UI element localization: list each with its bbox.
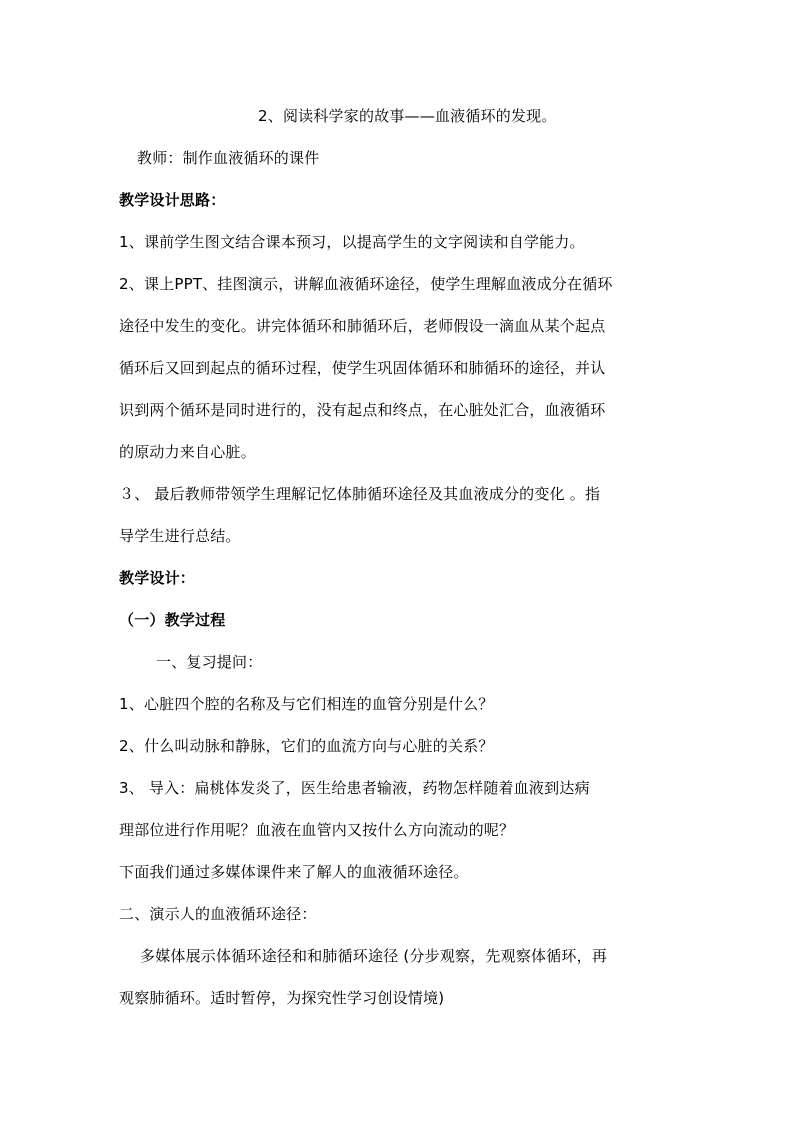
paragraph-line: 识到两个循环是同时进行的，没有起点和终点，在心脏处汇合，血液循环 [119,401,606,419]
question-line: 1、心脏四个腔的名称及与它们相连的血管分别是什么？ [119,695,494,713]
paragraph-line: 观察肺循环。适时暂停，为探究性学习创设情境) [119,989,445,1007]
paragraph-line: 循环后又回到起点的循环过程，使学生巩固体循环和肺循环的途径，并认 [119,359,606,377]
heading-design-idea: 教学设计思路： [119,191,226,209]
paragraph-line: 导学生进行总结。 [119,527,241,545]
paragraph-line: ３、 最后教师带领学生理解记忆体肺循环途径及其血液成分的变化 。指 [119,485,601,503]
paragraph-line: 1、课前学生图文结合课本预习，以提高学生的文字阅读和自学能力。 [119,233,585,251]
subheading-review: 一、复习提问： [156,653,263,671]
paragraph-line: 途径中发生的变化。讲完体循环和肺循环后，老师假设一滴血从某个起点 [119,317,606,335]
teacher-prep-line: 教师：制作血液循环的课件 [137,149,320,167]
paragraph-line: 的原动力来自心脏。 [119,443,256,461]
subheading-demo: 二、演示人的血液循环途径： [119,905,317,923]
heading-design: 教学设计： [119,569,196,587]
question-line: 理部位进行作用呢？血液在血管内又按什么方向流动的呢？ [119,821,515,839]
heading-process: （一）教学过程 [119,611,226,629]
section-title-line: 2、阅读科学家的故事——血液循环的发现。 [258,107,557,125]
paragraph-line: 2、课上PPT、挂图演示，讲解血液循环途径，使学生理解血液成分在循环 [119,275,613,293]
paragraph-line: 多媒体展示体循环途径和和肺循环途径 (分步观察，先观察体循环，再 [140,947,608,965]
paragraph-line: 下面我们通过多媒体课件来了解人的血液循环途径。 [119,863,469,881]
question-line: 2、什么叫动脉和静脉，它们的血流方向与心脏的关系？ [119,737,494,755]
question-line: 3、 导入：扁桃体发炎了，医生给患者输液，药物怎样随着血液到达病 [119,779,590,797]
